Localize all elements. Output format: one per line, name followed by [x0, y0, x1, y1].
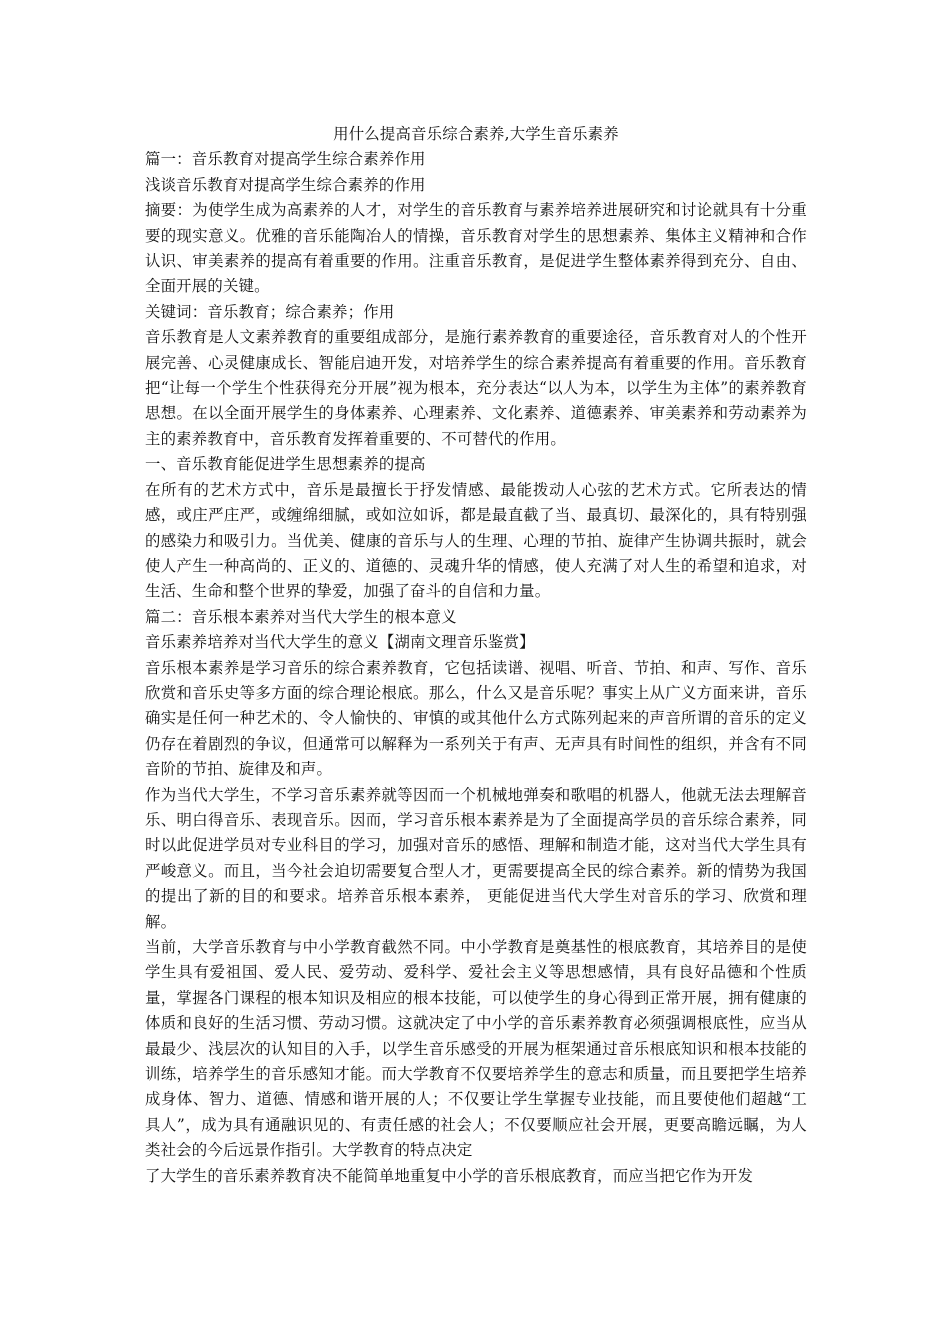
- heading-part-two: 篇二：音乐根本素养对当代大学生的根本意义: [145, 607, 457, 626]
- body-paragraph: 在所有的艺术方式中，音乐是最擅长于抒发情感、最能拨动人心弦的艺术方式。它所表达的情感，或庄严庄严，或缠绵细腻，或如泣如诉，都是最直截了当、最真切、最深化的，具有特别强的感染力和吸引力。当优美、健康的音乐与人的生理、心理的节拍、旋律产生协调共振时，就会使人产生一种高尚的、正义的、道德的、灵魂升华的情感，使人充满了对人生的希望和追求，对生活、生命和整个世界的挚爱，加强了奋斗的自信和力量。: [145, 480, 807, 601]
- abstract-paragraph: 摘要：为使学生成为高素养的人才，对学生的音乐教育与素养培养进展研究和讨论就具有十分重要的现实意义。优雅的音乐能陶冶人的情操，音乐教育对学生的思想素养、集体主义精神和合作认识、审美素养的提高有着重要的作用。注重音乐教育，是促进学生整体素养得到充分、自由、全面开展的关键。: [145, 201, 807, 296]
- article-title-one: 浅谈音乐教育对提高学生综合素养的作用: [145, 175, 426, 194]
- document-title: 用什么提高音乐综合素养,大学生音乐素养: [333, 125, 619, 143]
- section-heading-one: 一、音乐教育能促进学生思想素养的提高: [145, 455, 426, 474]
- body-paragraph: 音乐教育是人文素养教育的重要组成部分，是施行素养教育的重要途径，音乐教育对人的个性开展完善、心灵健康成长、智能启迪开发，对培养学生的综合素养提高有着重要的作用。音乐教育把“让每一个学生个性获得充分开展”视为根本，充分表达“以人为本，以学生为主体”的素养教育思想。在以全面开展学生的身体素养、心理素养、文化素养、道德素养、审美素养和劳动素养为主的素养教育中，音乐教育发挥着重要的、不可替代的作用。: [145, 328, 807, 448]
- body-paragraph: 当前，大学音乐教育与中小学教育截然不同。中小学教育是奠基性的根底教育，其培养目的是使学生具有爱祖国、爱人民、爱劳动、爱科学、爱社会主义等思想感情，具有良好品德和个性质量，掌握各门课程的根本知识及相应的根本技能，可以使学生的身心得到正常开展，拥有健康的体质和良好的生活习惯、劳动习惯。这就决定了中小学的音乐素养教育必须强调根底性，应当从最最少、浅层次的认知目的入手，以学生音乐感受的开展为框架通过音乐根底知识和根本技能的训练，培养学生的音乐感知才能。而大学教育不仅要培养学生的意志和质量，而且要把学生培养成身体、智力、道德、情感和谐开展的人；不仅要让学生掌握专业技能，而且要使他们超越“工具人”，成为具有通融识见的、有责任感的社会人；不仅要顺应社会开展，更要高瞻远瞩，为人类社会的今后远景作指引。大学教育的特点决定: [145, 938, 807, 1160]
- body-paragraph: 音乐根本素养是学习音乐的综合素养教育，它包括读谱、视唱、听音、节拍、和声、写作、音乐欣赏和音乐史等多方面的综合理论根底。那么，什么又是音乐呢？事实上从广义方面来讲，音乐确实是任何一种艺术的、令人愉快的、审慎的或其他什么方式陈列起来的声音所谓的音乐的定义仍存在着剧烈的争议，但通常可以解释为一系列关于有声、无声具有时间性的组织，并含有不同音阶的节拍、旋律及和声。: [145, 658, 807, 779]
- article-title-two: 音乐素养培养对当代大学生的意义【湖南文理音乐鉴赏】: [145, 633, 535, 652]
- keywords-line: 关键词：音乐教育；综合素养；作用: [145, 302, 395, 321]
- heading-part-one: 篇一：音乐教育对提高学生综合素养作用: [145, 150, 426, 169]
- document-page: [145, 122, 807, 1189]
- body-paragraph: 作为当代大学生，不学习音乐素养就等因而一个机械地弹奏和歌唱的机器人，他就无法去理解音乐、明白得音乐、表现音乐。因而，学习音乐根本素养是为了全面提高学员的音乐综合素养，同时以此促进学员对专业科目的学习，加强对音乐的感悟、理解和制造才能，这对当代大学生具有严峻意义。而且，当今社会迫切需要复合型人才，更需要提高全民的综合素养。新的情势为我国的提出了新的目的和要求。培养音乐根本素养， 更能促进当代大学生对音乐的学习、欣赏和理解。: [145, 785, 807, 931]
- body-paragraph-continued: 了大学生的音乐素养教育决不能简单地重复中小学的音乐根底教育，而应当把它作为开发: [145, 1166, 754, 1185]
